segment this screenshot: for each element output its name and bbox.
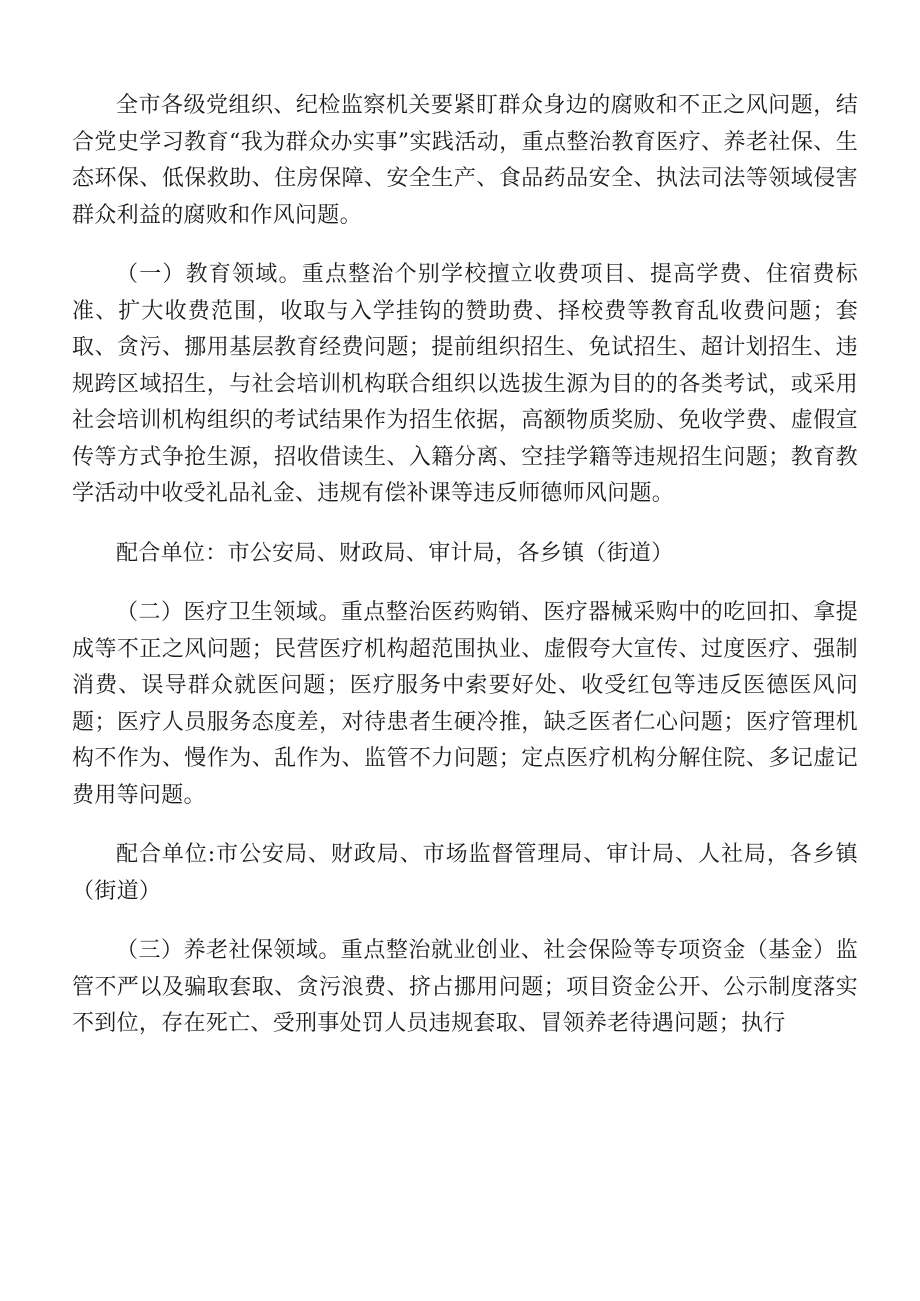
medical-cooperating-units: 配合单位:市公安局、财政局、市场监督管理局、审计局、人社局，各乡镇（街道）	[72, 842, 858, 904]
education-cooperating-units: 配合单位：市公安局、财政局、审计局，各乡镇（街道）	[116, 540, 674, 566]
education-paragraph: （一）教育领域。重点整治个别学校擅立收费项目、提高学费、住宿费标准、扩大收费范围，收取与入学挂钩的赞助费、择校费等教育乱收费问题；套取、贪污、挪用基层教育经费问题；提前组织招生、免试招生、超计划招生、违规跨区域招生，与社会培训机构联合组织以选拔生源为目的的各类考试，或采用社会培训机构组织的考试结果作为招生依据，高额物质奖励、免收学费、虚假宣传等方式争抢生源，招收借读生、入籍分离、空挂学籍等违规招生问题；教育教学活动中收受礼品礼金、违规有偿补课等违反师德师风问题。	[72, 262, 858, 506]
pension-paragraph: （三）养老社保领域。重点整治就业创业、社会保险等专项资金（基金）监管不严以及骗取套取、贪污浪费、挤占挪用问题；项目资金公开、公示制度落实不到位，存在死亡、受刑事处罚人员违规套取、冒领养老待遇问题；执行	[72, 938, 858, 1036]
document-body	[72, 88, 858, 1066]
medical-paragraph: （二）医疗卫生领域。重点整治医药购销、医疗器械采购中的吃回扣、拿提成等不正之风问题；民营医疗机构超范围执业、虚假夸大宣传、过度医疗、强制消费、误导群众就医问题；医疗服务中索要好处、收受红包等违反医德医风问题；医疗人员服务态度差，对待患者生硬冷推，缺乏医者仁心问题；医疗管理机构不作为、慢作为、乱作为、监管不力问题；定点医疗机构分解住院、多记虚记费用等问题。	[72, 600, 858, 808]
intro-paragraph: 全市各级党组织、纪检监察机关要紧盯群众身边的腐败和不正之风问题，结合党史学习教育“我为群众办实事”实践活动，重点整治教育医疗、养老社保、生态环保、低保救助、住房保障、安全生产、食品药品安全、执法司法等领域侵害群众利益的腐败和作风问题。	[72, 93, 858, 228]
